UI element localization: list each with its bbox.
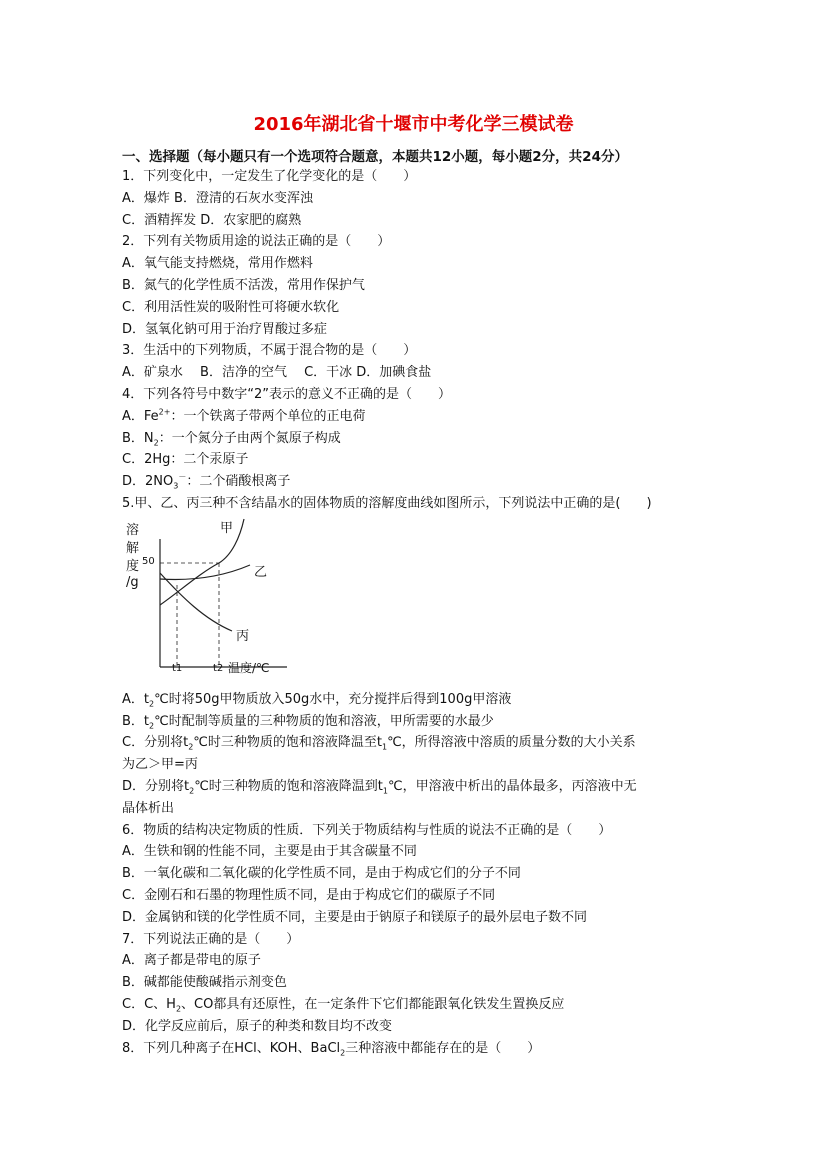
text: ℃，甲溶液中析出的晶体最多，丙溶液中无 (388, 778, 637, 794)
q4-option-b (122, 428, 722, 450)
section-heading: 一、选择题（每小题只有一个选项符合题意，本题共12小题，每小题2分，共24分） (122, 149, 628, 165)
text: ℃时配制等质量的三种物质的饱和溶液，甲所需要的水最少 (154, 713, 494, 729)
curve-bing (160, 573, 232, 631)
q1-stem: 1．下列变化中，一定发生了化学变化的是（ ） (122, 169, 417, 184)
subscript: 2 (340, 1048, 346, 1058)
text: B．N (122, 430, 154, 446)
q4-stem: 4．下列各符号中数字“2”表示的意义不正确的是（ ） (122, 386, 452, 402)
text: C．C、H (122, 996, 176, 1012)
text: 三种溶液中都能存在的是（ ） (345, 1040, 541, 1056)
y-label-3: 度 (126, 558, 140, 574)
y-label-4: /g (126, 574, 139, 590)
q7-option-a: A．离子都是带电的原子 (122, 953, 261, 969)
text: ℃时三种物质的饱和溶液降温至t (193, 735, 382, 751)
text: D．分别将t (122, 778, 190, 794)
text: A．Fe (122, 408, 159, 424)
text: B．t (122, 713, 150, 729)
subscript: 3 (173, 481, 179, 491)
curve-label-jia: 甲 (220, 520, 234, 536)
superscript: － (178, 472, 187, 482)
q2-option-a: A．氧气能支持燃烧，常用作燃料 (122, 256, 313, 272)
subscript: 2 (189, 786, 195, 796)
subscript: 2 (153, 438, 159, 448)
q1-options-cd: C．酒精挥发 D．农家肥的腐熟 (122, 212, 302, 228)
curve-label-yi: 乙 (254, 564, 268, 580)
text: ：二个硝酸根离子 (186, 474, 291, 490)
x-axis-label: 温度/℃ (228, 660, 270, 675)
q8-stem (122, 1038, 722, 1060)
q1-options-ab: A．爆炸 B．澄清的石灰水变浑浊 (122, 190, 313, 206)
q5-stem: 5.甲、乙、丙三种不含结晶水的固体物质的溶解度曲线如图所示，下列说法中正确的是( ) (122, 495, 652, 511)
q4-option-a (122, 406, 722, 428)
q5-option-c-cont: 为乙＞甲=丙 (122, 757, 198, 773)
text: D．2NO (122, 474, 174, 490)
questions (122, 166, 722, 1059)
text: 8．下列几种离子在HCl、KOH、BaCl (122, 1040, 341, 1056)
q5-option-b (122, 711, 722, 733)
solubility-chart (122, 517, 287, 677)
solubility-curve-figure (122, 517, 287, 677)
q6-option-b: B．一氧化碳和二氧化碳的化学性质不同，是由于构成它们的分子不同 (122, 866, 521, 882)
subscript: 2 (188, 742, 194, 752)
q5-option-d-cont: 晶体析出 (122, 800, 175, 816)
y-label-2: 解 (126, 540, 140, 556)
y-label-1: 溶 (126, 522, 140, 538)
q6-stem: 6．物质的结构决定物质的性质．下列关于物质结构与性质的说法不正确的是（ ） (122, 822, 612, 838)
superscript: 2+ (158, 407, 171, 417)
q5-option-a (122, 689, 722, 711)
q5-option-d (122, 776, 722, 798)
text: 、CO都具有还原性，在一定条件下它们都能跟氧化铁发生置换反应 (181, 996, 565, 1012)
subscript: 2 (149, 699, 155, 709)
text: A．t (122, 691, 149, 707)
q3-stem: 3．生活中的下列物质，不属于混合物的是（ ） (122, 343, 417, 359)
q2-option-c: C．利用活性炭的吸附性可将硬水软化 (122, 299, 340, 315)
q6-option-a: A．生铁和钢的性能不同，主要是由于其含碳量不同 (122, 844, 417, 860)
y-tick-50: 50 (142, 555, 155, 567)
q5-option-c (122, 732, 722, 754)
text: C．分别将t (122, 735, 189, 751)
curve-label-bing: 丙 (236, 628, 250, 644)
text: ℃时将50g甲物质放入50g水中，充分搅拌后得到100g甲溶液 (154, 691, 512, 707)
subscript: 1 (382, 786, 388, 796)
q2-stem: 2．下列有关物质用途的说法正确的是（ ） (122, 234, 391, 250)
q7-option-c (122, 994, 722, 1016)
q3-options: A．矿泉水 B．洁净的空气 C．干冰 D．加碘食盐 (122, 365, 432, 381)
q7-option-b: B．碱都能使酸碱指示剂变色 (122, 975, 287, 991)
q2-option-b: B．氮气的化学性质不活泼，常用作保护气 (122, 277, 365, 293)
subscript: 2 (175, 1004, 182, 1014)
q4-option-d (122, 471, 722, 493)
text: ℃时三种物质的饱和溶液降温到t (194, 778, 383, 794)
text: ：一个铁离子带两个单位的正电荷 (170, 408, 366, 424)
text: ℃，所得溶液中溶质的质量分数的大小关系 (387, 735, 636, 751)
x-tick-t2: t2 (213, 662, 224, 674)
subscript: 1 (381, 742, 388, 752)
q2-option-d: D．氢氧化钠可用于治疗胃酸过多症 (122, 321, 328, 337)
q6-option-d: D．金属钠和镁的化学性质不同，主要是由于钠原子和镁原子的最外层电子数不同 (122, 909, 588, 925)
text: ：一个氮分子由两个氮原子构成 (158, 430, 341, 446)
q7-stem: 7．下列说法正确的是（ ） (122, 931, 300, 947)
page-title: 2016年湖北省十堰市中考化学三模试卷 (253, 114, 574, 135)
q7-option-d: D．化学反应前后，原子的种类和数目均不改变 (122, 1018, 393, 1034)
subscript: 2 (149, 721, 155, 731)
q4-option-c: C．2Hg：二个汞原子 (122, 452, 249, 468)
q6-option-c: C．金刚石和石墨的物理性质不同，是由于构成它们的碳原子不同 (122, 887, 496, 903)
x-tick-t1: t1 (172, 662, 183, 674)
